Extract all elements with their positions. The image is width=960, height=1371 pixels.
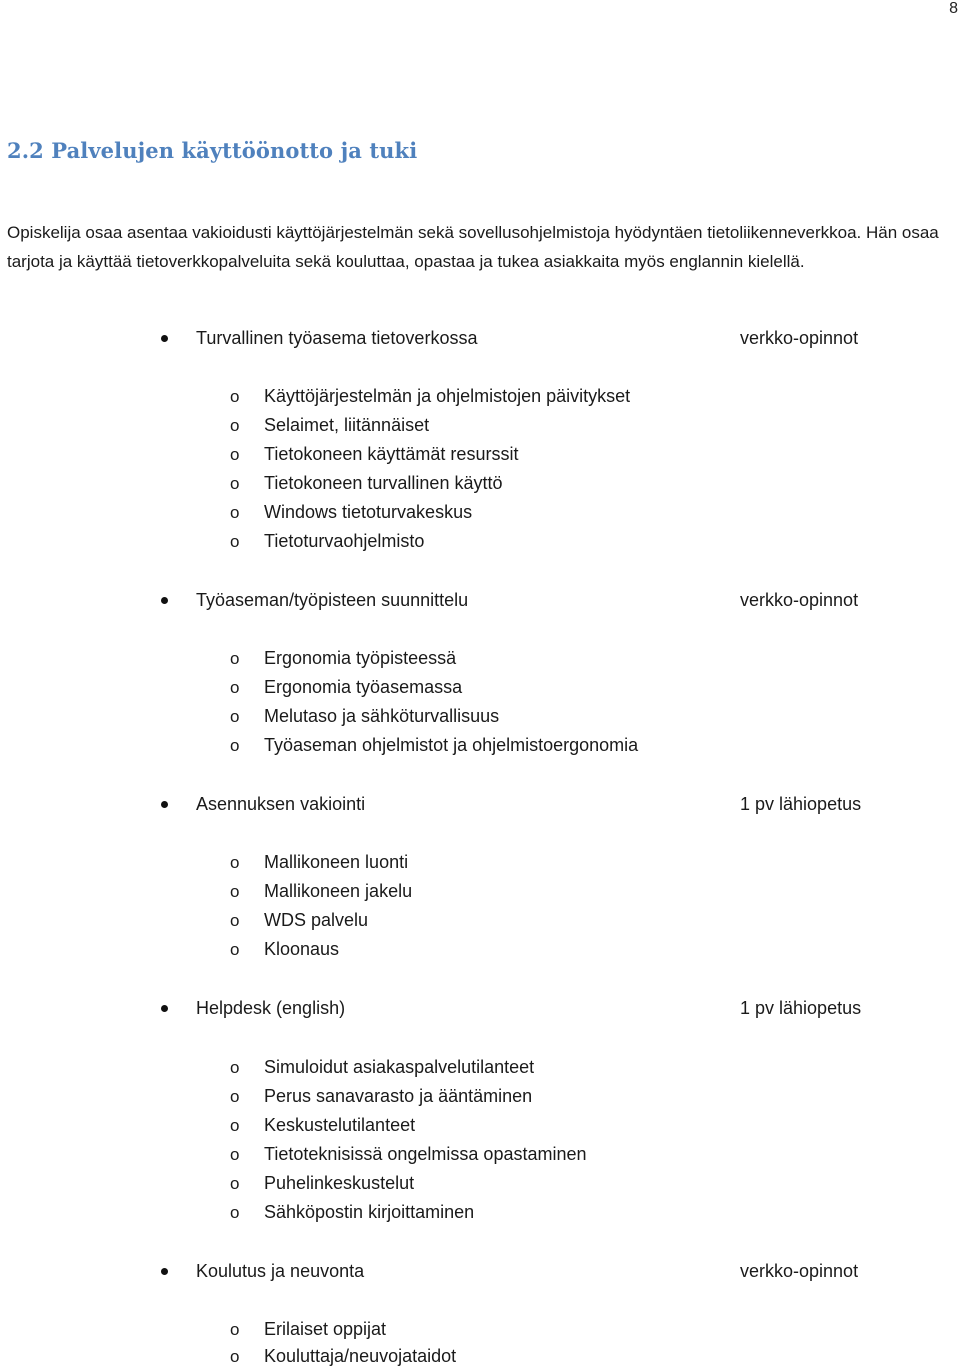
- circle-bullet-icon: o: [230, 911, 240, 930]
- list-item-label: WDS palvelu: [264, 910, 369, 930]
- list-item: [0, 702, 960, 731]
- list-item-label: Mallikoneen jakelu: [264, 881, 413, 901]
- bullet-dot-icon: [161, 335, 168, 342]
- circle-bullet-icon: o: [230, 474, 240, 493]
- topic-row: [0, 324, 960, 353]
- list-item-label: Mallikoneen luonti: [264, 852, 409, 872]
- list-item: [0, 1082, 960, 1111]
- list-item: [0, 382, 960, 411]
- list-item: [0, 498, 960, 527]
- topic-row: [0, 586, 960, 615]
- list-item-label: Kouluttaja/neuvojataidot: [264, 1346, 457, 1366]
- list-item-label: Selaimet, liitännäiset: [264, 415, 430, 435]
- circle-bullet-icon: o: [230, 1058, 240, 1077]
- list-item: [0, 1169, 960, 1198]
- circle-bullet-icon: o: [230, 678, 240, 697]
- list-item: [0, 731, 960, 760]
- topic-title: Helpdesk (english): [196, 998, 346, 1018]
- circle-bullet-icon: o: [230, 387, 240, 406]
- list-item-label: Tietokoneen käyttämät resurssit: [264, 444, 519, 464]
- circle-bullet-icon: o: [230, 416, 240, 435]
- list-item: [0, 440, 960, 469]
- list-item: [0, 1315, 960, 1344]
- intro-paragraph: Opiskelija osaa asentaa vakioidusti käyttöjärjestelmän sekä sovellusohjelmistoja hyödyntäen tietoliikenneverkkoa. Hän osaa tarjota ja käyttää tietoverkkopalveluita sekä kouluttaa, opastaa ja tukea asiakkaita myös englannin kielellä.: [7, 223, 939, 271]
- circle-bullet-icon: o: [230, 1174, 240, 1193]
- circle-bullet-icon: o: [230, 1320, 240, 1339]
- circle-bullet-icon: o: [230, 1203, 240, 1222]
- list-item-label: Simuloidut asiakaspalvelutilanteet: [264, 1057, 535, 1077]
- topic-row: [0, 790, 960, 819]
- circle-bullet-icon: o: [230, 1347, 240, 1366]
- list-item: [0, 644, 960, 673]
- page-number: 8: [949, 0, 958, 17]
- list-item: [0, 848, 960, 877]
- list-item-label: Perus sanavarasto ja ääntäminen: [264, 1086, 533, 1106]
- topic-title: Koulutus ja neuvonta: [196, 1261, 365, 1281]
- circle-bullet-icon: o: [230, 736, 240, 755]
- list-item-label: Tietokoneen turvallinen käyttö: [264, 473, 503, 493]
- list-item: [0, 527, 960, 556]
- list-item: [0, 906, 960, 935]
- circle-bullet-icon: o: [230, 532, 240, 551]
- circle-bullet-icon: o: [230, 707, 240, 726]
- list-item-label: Sähköpostin kirjoittaminen: [264, 1202, 475, 1222]
- topic-title: Työaseman/työpisteen suunnittelu: [196, 590, 469, 610]
- list-item-label: Ergonomia työpisteessä: [264, 648, 457, 668]
- topic-mode: verkko-opinnot: [740, 1261, 859, 1281]
- list-item-label: Melutaso ja sähköturvallisuus: [264, 706, 500, 726]
- list-item: [0, 411, 960, 440]
- circle-bullet-icon: o: [230, 649, 240, 668]
- list-item-label: Ergonomia työasemassa: [264, 677, 463, 697]
- topic-row: [0, 994, 960, 1023]
- bullet-dot-icon: [161, 597, 168, 604]
- topic-row: [0, 1257, 960, 1286]
- bullet-dot-icon: [161, 1005, 168, 1012]
- bullet-dot-icon: [161, 801, 168, 808]
- list-item: [0, 1111, 960, 1140]
- list-item: [0, 469, 960, 498]
- topic-title: Asennuksen vakiointi: [196, 794, 366, 814]
- list-item-label: Tietoturvaohjelmisto: [264, 531, 425, 551]
- bullet-dot-icon: [161, 1268, 168, 1275]
- list-item: [0, 1198, 960, 1227]
- list-item: [0, 935, 960, 964]
- circle-bullet-icon: o: [230, 503, 240, 522]
- circle-bullet-icon: o: [230, 853, 240, 872]
- circle-bullet-icon: o: [230, 445, 240, 464]
- list-item-label: Erilaiset oppijat: [264, 1319, 387, 1339]
- list-item-label: Työaseman ohjelmistot ja ohjelmistoergonomia: [264, 735, 639, 755]
- list-item-label: Windows tietoturvakeskus: [264, 502, 473, 522]
- topic-mode: verkko-opinnot: [740, 590, 859, 610]
- circle-bullet-icon: o: [230, 1116, 240, 1135]
- list-item: [0, 1140, 960, 1169]
- list-item-label: Keskustelutilanteet: [264, 1115, 416, 1135]
- topic-mode: verkko-opinnot: [740, 328, 859, 348]
- list-item-label: Käyttöjärjestelmän ja ohjelmistojen päivitykset: [264, 386, 631, 406]
- circle-bullet-icon: o: [230, 1145, 240, 1164]
- list-item: [0, 1053, 960, 1082]
- section-heading: 2.2 Palvelujen käyttöönotto ja tuki: [7, 138, 418, 163]
- topic-title: Turvallinen työasema tietoverkossa: [196, 328, 478, 348]
- topic-mode: 1 pv lähiopetus: [740, 794, 862, 814]
- list-item: [0, 1342, 960, 1371]
- list-item: [0, 673, 960, 702]
- list-item: [0, 877, 960, 906]
- list-item-label: Kloonaus: [264, 939, 340, 959]
- list-item-label: Puhelinkeskustelut: [264, 1173, 415, 1193]
- topic-mode: 1 pv lähiopetus: [740, 998, 862, 1018]
- circle-bullet-icon: o: [230, 940, 240, 959]
- circle-bullet-icon: o: [230, 882, 240, 901]
- list-item-label: Tietoteknisissä ongelmissa opastaminen: [264, 1144, 587, 1164]
- circle-bullet-icon: o: [230, 1087, 240, 1106]
